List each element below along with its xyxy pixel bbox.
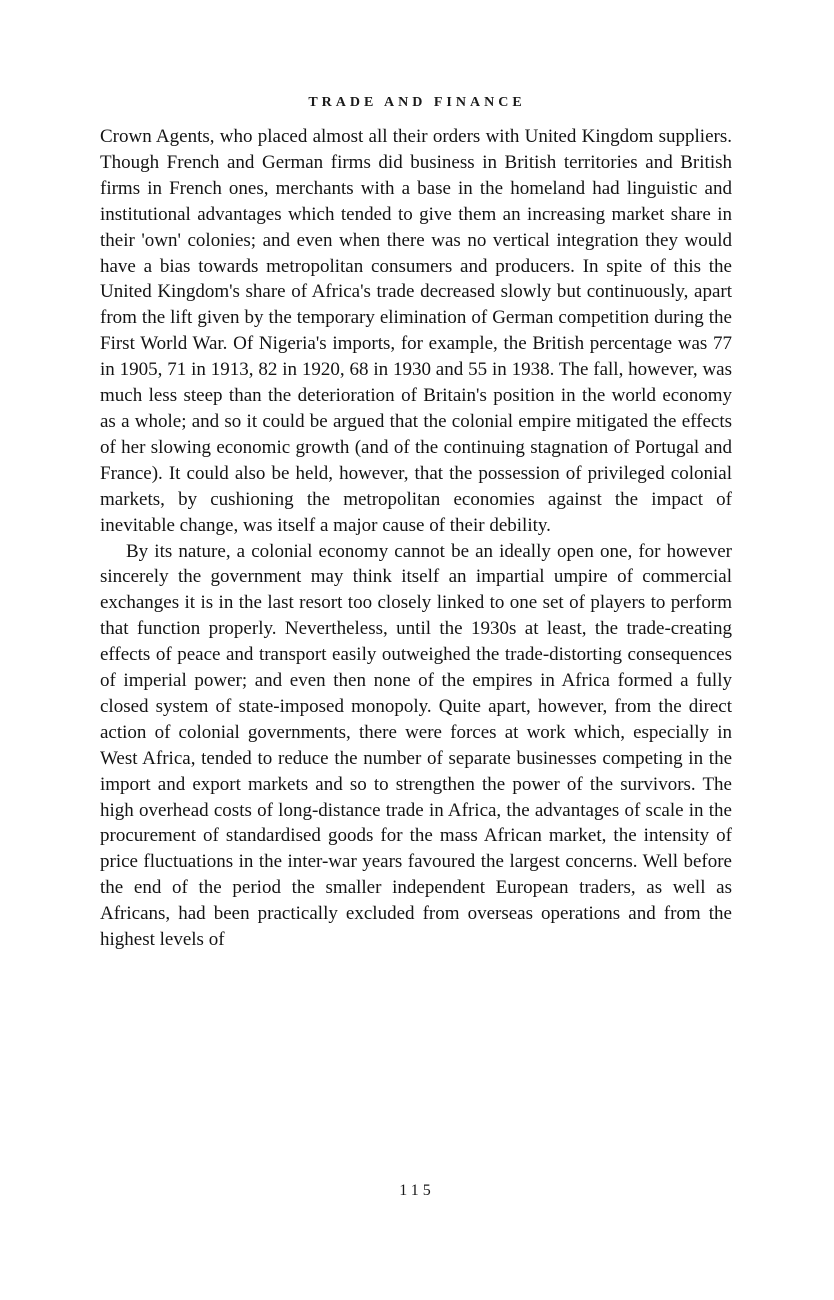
page-number: 115 — [399, 1182, 435, 1199]
body-text — [100, 124, 732, 953]
running-header: TRADE AND FINANCE — [308, 95, 526, 110]
paragraph: By its nature, a colonial economy cannot be an ideally open one, for however sincerely the government may think itself an impartial umpire of commercial exchanges it is in the last resort too closely linked to one set of players to perform that function properly. Nevertheless, until the 1930s at least, the trade-creating effects of peace and transport easily outweighed the trade-distorting consequences of imperial power; and even then none of the empires in Africa formed a fully closed system of state-imposed monopoly. Quite apart, however, from the direct action of colonial governments, there were forces at work which, especially in West Africa, tended to reduce the number of separate businesses competing in the import and export markets and so to strengthen the power of the survivors. The high overhead costs of long-distance trade in Africa, the advantages of scale in the procurement of standardised goods for the mass African market, the intensity of price fluctuations in the inter-war years favoured the largest concerns. Well before the end of the period the smaller independent European traders, as well as Africans, had been practically excluded from overseas operations and from the highest levels of — [100, 540, 732, 951]
paragraph-continuation: Crown Agents, who placed almost all their orders with United Kingdom suppliers. Though French and German firms did business in British territories and British firms in French ones, merchants with a base in the homeland had linguistic and institutional advantages which tended to give them an increasing market share in their 'own' colonies; and even when there was no vertical integration they would have a bias towards metropolitan consumers and producers. In spite of this the United Kingdom's share of Africa's trade decreased slowly but continuously, apart from the lift given by the temporary elimination of German competition during the First World War. Of Nigeria's imports, for example, the British percentage was 77 in 1905, 71 in 1913, 82 in 1920, 68 in 1930 and 55 in 1938. The fall, however, was much less steep than the deterioration of Britain's position in the world economy as a whole; and so it could be argued that the colonial empire mitigated the effects of her slowing economic growth (and of the continuing stagnation of Portugal and France). It could also be held, however, that the possession of privileged colonial markets, by cushioning the metropolitan economies against the impact of inevitable change, was itself a major cause of their debility. — [100, 126, 732, 536]
